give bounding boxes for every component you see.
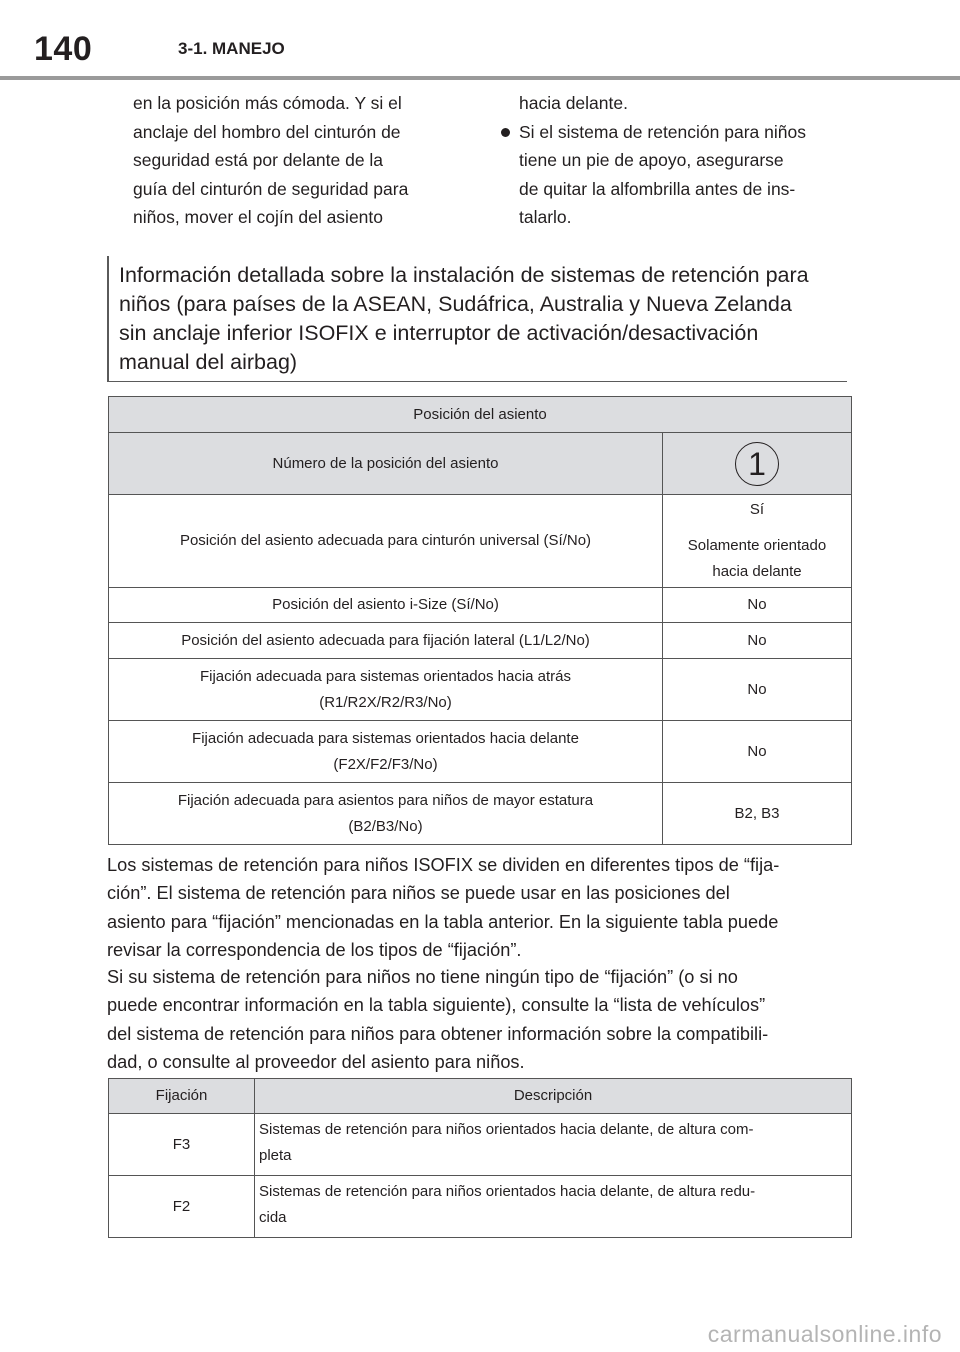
desc-line: Sistemas de retención para niños orientados hacia delante, de altura com- — [259, 1121, 754, 1138]
row-value: No — [663, 623, 852, 659]
value-line: Sí — [749, 501, 765, 518]
column-header-fixation: Fijación — [109, 1079, 255, 1114]
table-row — [109, 495, 852, 588]
compatibility-paragraph — [107, 963, 852, 1076]
text-line: anclaje del hombro del cinturón de — [133, 121, 401, 142]
seat-number-cell — [663, 433, 852, 495]
watermark: carmanualsonline.info — [707, 1321, 942, 1347]
row-label: Posición del asiento adecuada para cinturón universal (Sí/No) — [109, 495, 663, 588]
bullet-item — [519, 118, 849, 232]
seat-number-badge: 1 — [735, 442, 779, 486]
page-number: 140 — [34, 30, 93, 68]
section-title: 3-1. MANEJO — [178, 39, 285, 58]
text-line: sin anclaje inferior ISOFIX e interruptor de activación/desactivación — [119, 321, 759, 345]
text-line: Si el sistema de retención para niños — [519, 121, 806, 142]
row-value: No — [663, 659, 852, 721]
info-heading-box — [107, 256, 847, 382]
text-line: asiento para “fijación” mencionadas en la tabla anterior. En la siguiente tabla puede — [107, 911, 779, 932]
info-heading-text — [119, 261, 839, 377]
label-line: Fijación adecuada para asientos para niños de mayor estatura — [177, 791, 594, 809]
text-line: Información detallada sobre la instalación de sistemas de retención para — [119, 263, 809, 287]
text-line: niños (para países de la ASEAN, Sudáfrica, Australia y Nueva Zelanda — [119, 292, 792, 316]
seat-position-table — [108, 396, 852, 845]
right-column-text — [519, 89, 849, 232]
label-line: (R1/R2X/R2/R3/No) — [319, 693, 452, 711]
text-line: niños, mover el cojín del asiento — [133, 207, 383, 227]
text-line: tiene un pie de apoyo, asegurarse — [519, 150, 784, 170]
fixation-description — [255, 1114, 852, 1176]
desc-line: cida — [259, 1209, 287, 1226]
label-line: Fijación adecuada para sistemas orientados hacia atrás — [199, 667, 572, 685]
table-title: Posición del asiento — [109, 397, 852, 433]
text-line: de quitar la alfombrilla antes de ins- — [519, 178, 796, 199]
seat-number-label: Número de la posición del asiento — [109, 433, 663, 495]
text-line: manual del airbag) — [119, 350, 298, 374]
table-row — [109, 783, 852, 845]
label-line: (F2X/F2/F3/No) — [333, 755, 438, 773]
left-column-text — [133, 89, 463, 232]
fixation-table — [108, 1078, 852, 1238]
row-label — [109, 721, 663, 783]
fixation-code: F2 — [109, 1176, 255, 1238]
fixation-description — [255, 1176, 852, 1238]
row-value: No — [663, 721, 852, 783]
isofix-paragraph — [107, 851, 852, 964]
header-divider — [0, 76, 960, 80]
text-line: ción”. El sistema de retención para niños se puede usar en las posiciones del — [107, 883, 730, 904]
text-line: Los sistemas de retención para niños ISOFIX se dividen en diferentes tipos de “fija- — [107, 855, 780, 875]
desc-line: pleta — [259, 1147, 292, 1164]
value-line: Solamente orientado — [687, 537, 827, 554]
row-label — [109, 659, 663, 721]
text-line: guía del cinturón de seguridad para — [133, 178, 409, 199]
row-value: No — [663, 588, 852, 623]
table-row — [109, 659, 852, 721]
table-row — [109, 1114, 852, 1176]
text-line: revisar la correspondencia de los tipos de “fijación”. — [107, 939, 522, 960]
text-line: del sistema de retención para niños para obtener información sobre la compatibili- — [107, 1023, 769, 1044]
row-label — [109, 783, 663, 845]
text-line: dad, o consulte al proveedor del asiento para niños. — [107, 1051, 525, 1072]
label-line: Fijación adecuada para sistemas orientados hacia delante — [192, 729, 579, 747]
table-row — [109, 1176, 852, 1238]
row-label: Posición del asiento adecuada para fijación lateral (L1/L2/No) — [109, 623, 663, 659]
text-line: en la posición más cómoda. Y si el — [133, 93, 402, 113]
text-line: talarlo. — [519, 207, 572, 227]
table-row — [109, 721, 852, 783]
desc-line: Sistemas de retención para niños orientados hacia delante, de altura redu- — [259, 1183, 756, 1200]
text-line: puede encontrar información en la tabla siguiente), consulte la “lista de vehículos” — [107, 995, 766, 1016]
row-label: Posición del asiento i-Size (Sí/No) — [109, 588, 663, 623]
row-value — [663, 495, 852, 588]
text-line: seguridad está por delante de la — [133, 150, 384, 170]
label-line: (B2/B3/No) — [348, 817, 423, 835]
table-row — [109, 623, 852, 659]
column-header-description: Descripción — [255, 1079, 852, 1114]
row-value: B2, B3 — [663, 783, 852, 845]
value-line: hacia delante — [712, 563, 802, 580]
table-row — [109, 588, 852, 623]
fixation-code: F3 — [109, 1114, 255, 1176]
text-line: hacia delante. — [519, 93, 628, 113]
text-line: Si su sistema de retención para niños no tiene ningún tipo de “fijación” (o si no — [107, 967, 738, 987]
bullet-icon — [501, 128, 510, 137]
